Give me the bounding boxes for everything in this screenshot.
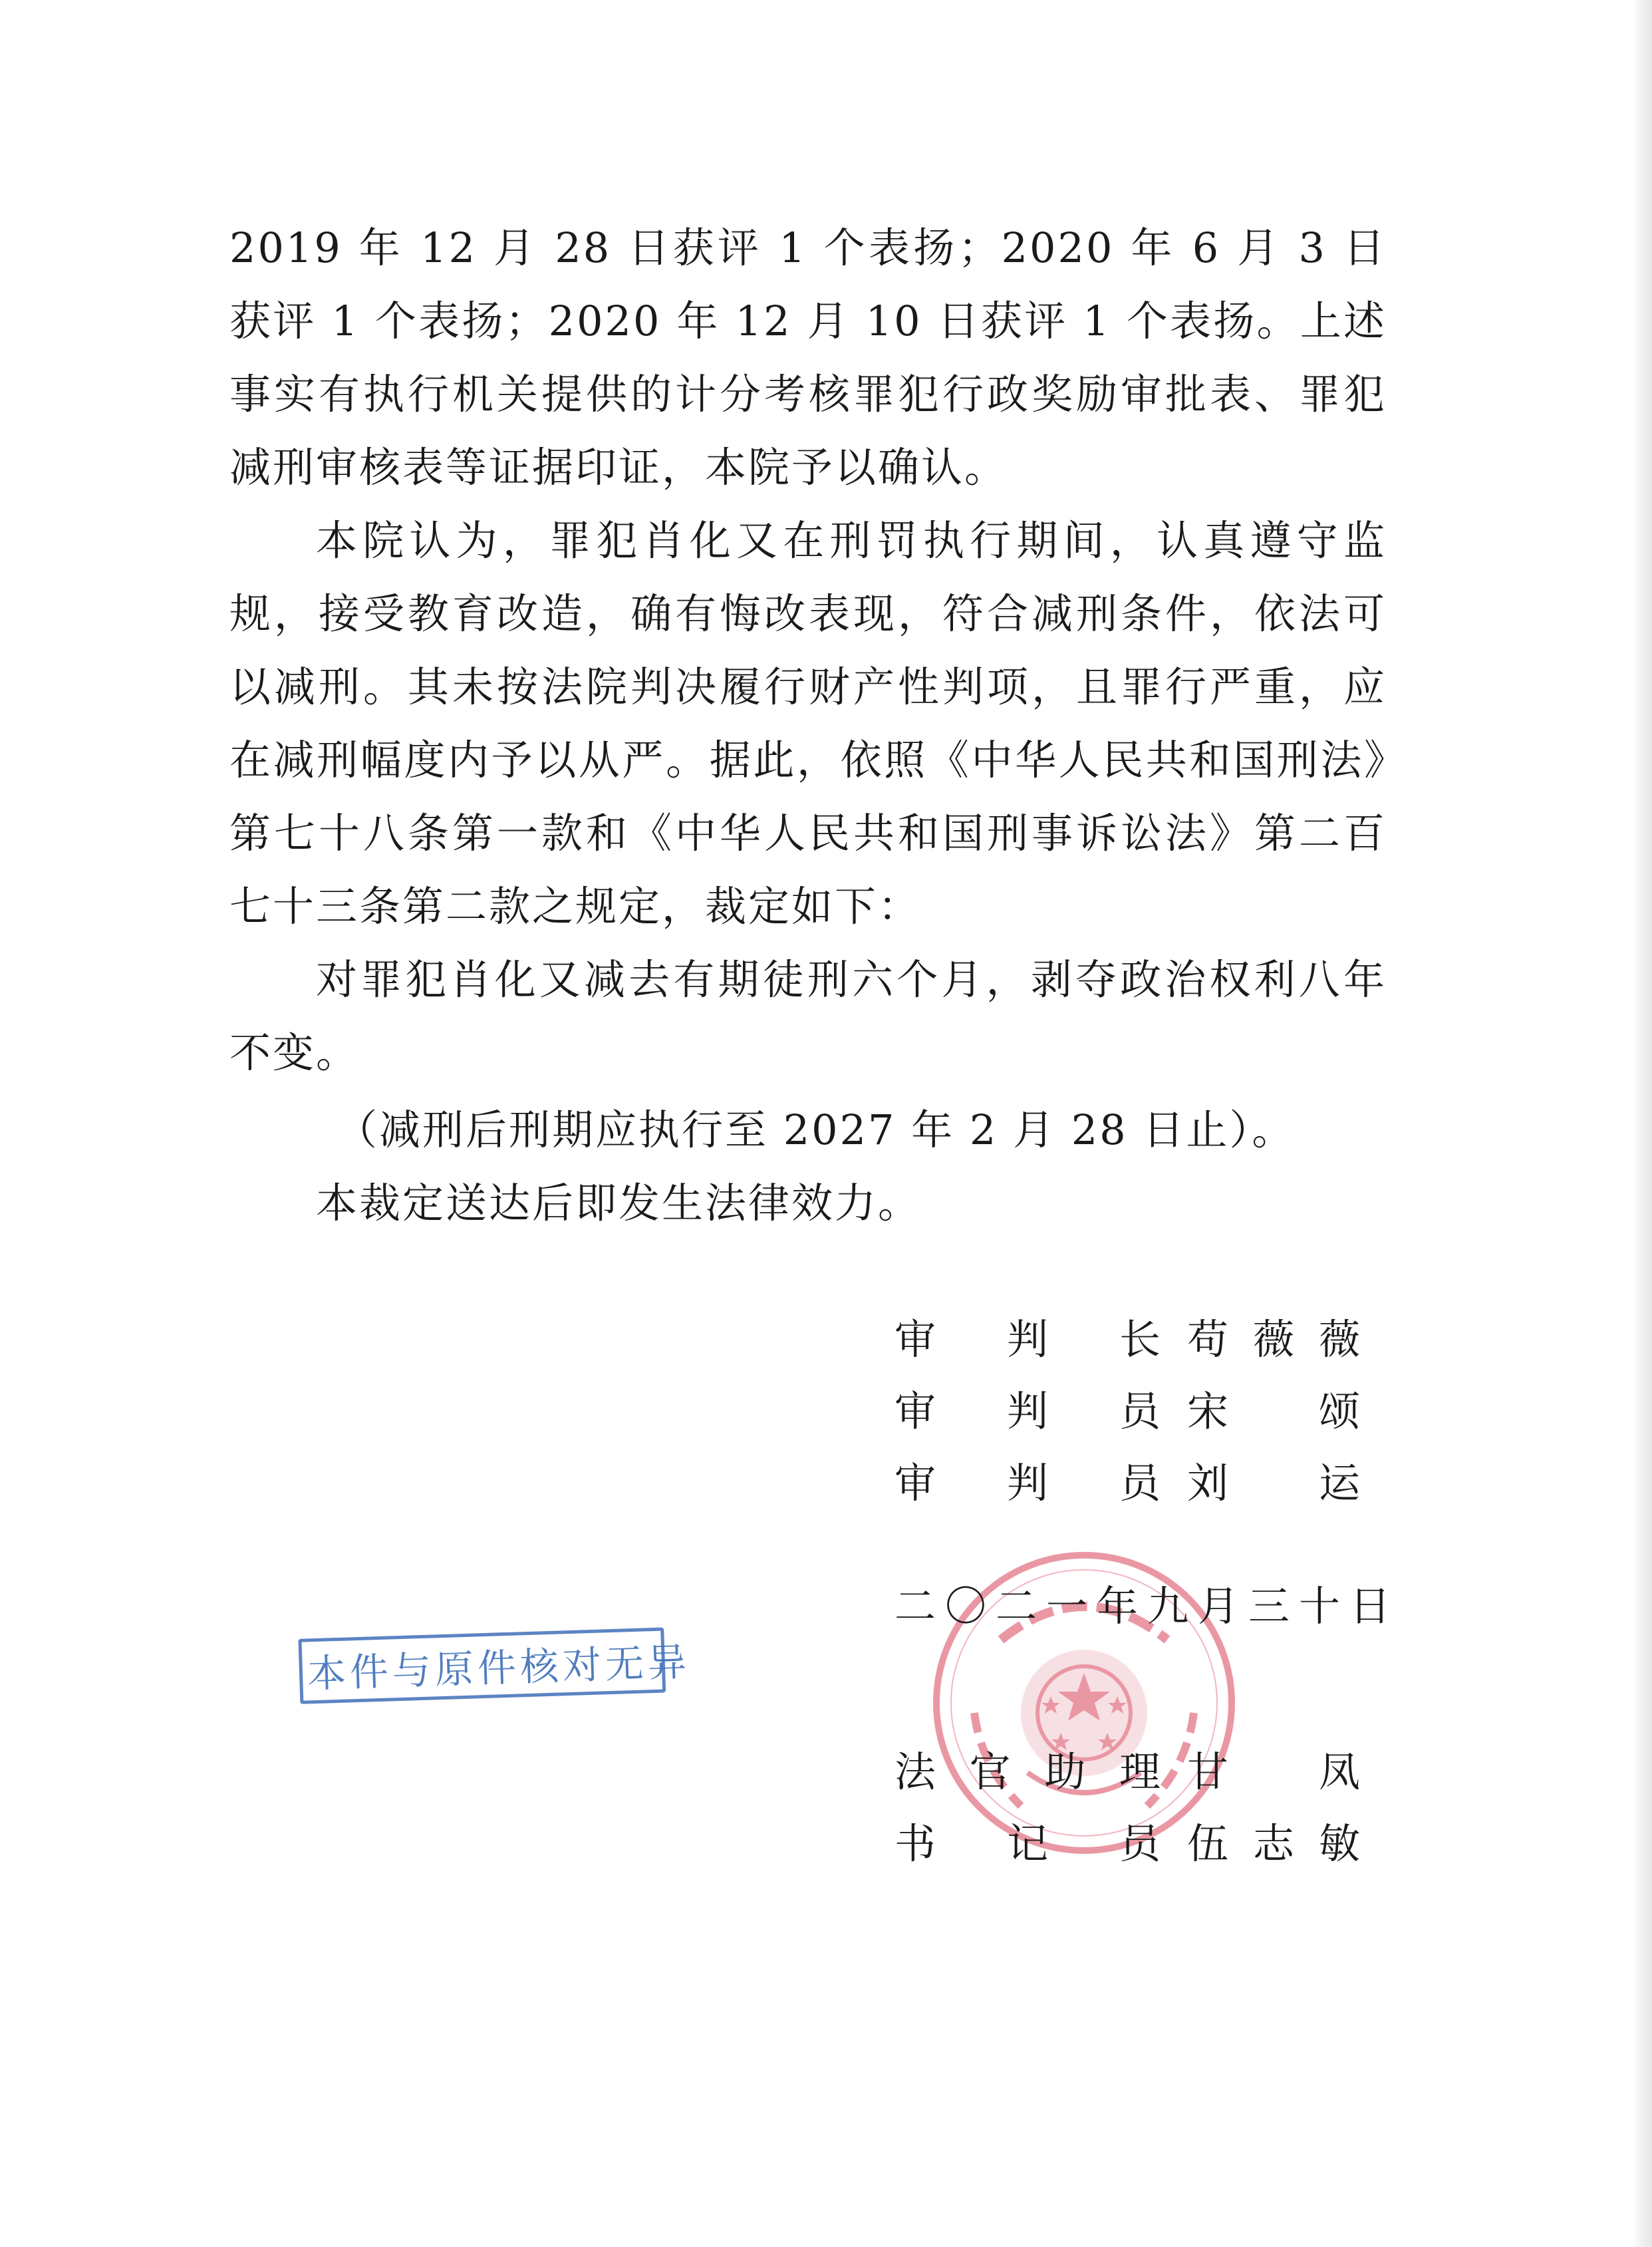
signature-row-judge-2 [895, 1447, 1360, 1519]
paragraph-commendations: 2019 年 12 月 28 日获评 1 个表扬；2020 年 6 月 3 日获评 1 个表扬；2020 年 12 月 10 日获评 1 个表扬。上述事实有执行机关提供的计分考核罪犯行政奖励审批表、罪犯减刑审核表等证据印证，本院予以确认。 [229, 224, 1387, 492]
name-char: 甘 [1187, 1747, 1229, 1796]
signature-name [1187, 1376, 1360, 1447]
role-char: 判 [1006, 1459, 1048, 1507]
verification-stamp-text: 本件与原件核对无异 [307, 1639, 691, 1697]
name-char: 颂 [1318, 1387, 1360, 1435]
name-char: 志 [1252, 1819, 1294, 1868]
paragraph-court-opinion: 本院认为，罪犯肖化又在刑罚执行期间，认真遵守监规，接受教育改造，确有悔改表现，符合减刑条件，依法可以减刑。其未按法院判决履行财产性判项，且罪行严重，应在减刑幅度内予以从严。据此，依照《中华人民共和国刑法》第七十八条第一款和《中华人民共和国刑事诉讼法》第二百七十三条第二款之规定，裁定如下： [229, 516, 1387, 931]
signature-role [895, 1808, 1187, 1880]
scan-edge [1632, 0, 1652, 2247]
name-char: 苟 [1187, 1315, 1229, 1364]
signature-row-judge-assistant [895, 1736, 1360, 1808]
judge-signatures [895, 1304, 1360, 1519]
name-char: 凤 [1318, 1747, 1360, 1796]
paragraph-term-note: （减刑后刑期应执行至 2027 年 2 月 28 日止）。 [336, 1106, 1296, 1154]
name-char: 运 [1318, 1459, 1360, 1507]
role-char: 判 [1006, 1315, 1048, 1364]
document-body [229, 212, 1387, 1240]
signature-role [895, 1376, 1187, 1447]
signature-name [1187, 1808, 1360, 1880]
paragraph-ruling: 对罪犯肖化又减去有期徒刑六个月，剥夺政治权利八年不变。 [229, 955, 1387, 1077]
role-char: 判 [1006, 1387, 1048, 1435]
role-char: 审 [895, 1315, 936, 1364]
signature-role [895, 1304, 1187, 1376]
role-char: 员 [1119, 1819, 1161, 1868]
name-char: 薇 [1318, 1315, 1360, 1364]
paragraph-effect: 本裁定送达后即发生法律效力。 [316, 1179, 922, 1227]
signature-role [895, 1447, 1187, 1519]
name-char: 伍 [1187, 1819, 1229, 1868]
role-char: 书 [895, 1819, 936, 1868]
signature-name [1187, 1447, 1360, 1519]
ruling-date: 二〇二一年九月三十日 [895, 1582, 1401, 1630]
role-char: 员 [1119, 1387, 1161, 1435]
clerk-signatures [895, 1736, 1360, 1880]
role-char: 记 [1006, 1819, 1048, 1868]
role-char: 助 [1044, 1747, 1086, 1796]
signature-row-presiding-judge [895, 1304, 1360, 1376]
name-char: 宋 [1187, 1387, 1229, 1435]
role-char: 理 [1119, 1747, 1161, 1796]
name-char: 敏 [1318, 1819, 1360, 1868]
signature-row-judge-1 [895, 1376, 1360, 1447]
signature-row-clerk [895, 1808, 1360, 1880]
name-char: 薇 [1252, 1315, 1294, 1364]
role-char: 长 [1119, 1315, 1161, 1364]
role-char: 法 [895, 1747, 936, 1796]
signature-name [1187, 1736, 1360, 1808]
signature-role [895, 1736, 1187, 1808]
verification-stamp [298, 1627, 691, 1712]
signature-name [1187, 1304, 1360, 1376]
role-char: 审 [895, 1459, 936, 1507]
role-char: 审 [895, 1387, 936, 1435]
name-char: 刘 [1187, 1459, 1229, 1507]
role-char: 员 [1119, 1459, 1161, 1507]
role-char: 官 [969, 1747, 1011, 1796]
